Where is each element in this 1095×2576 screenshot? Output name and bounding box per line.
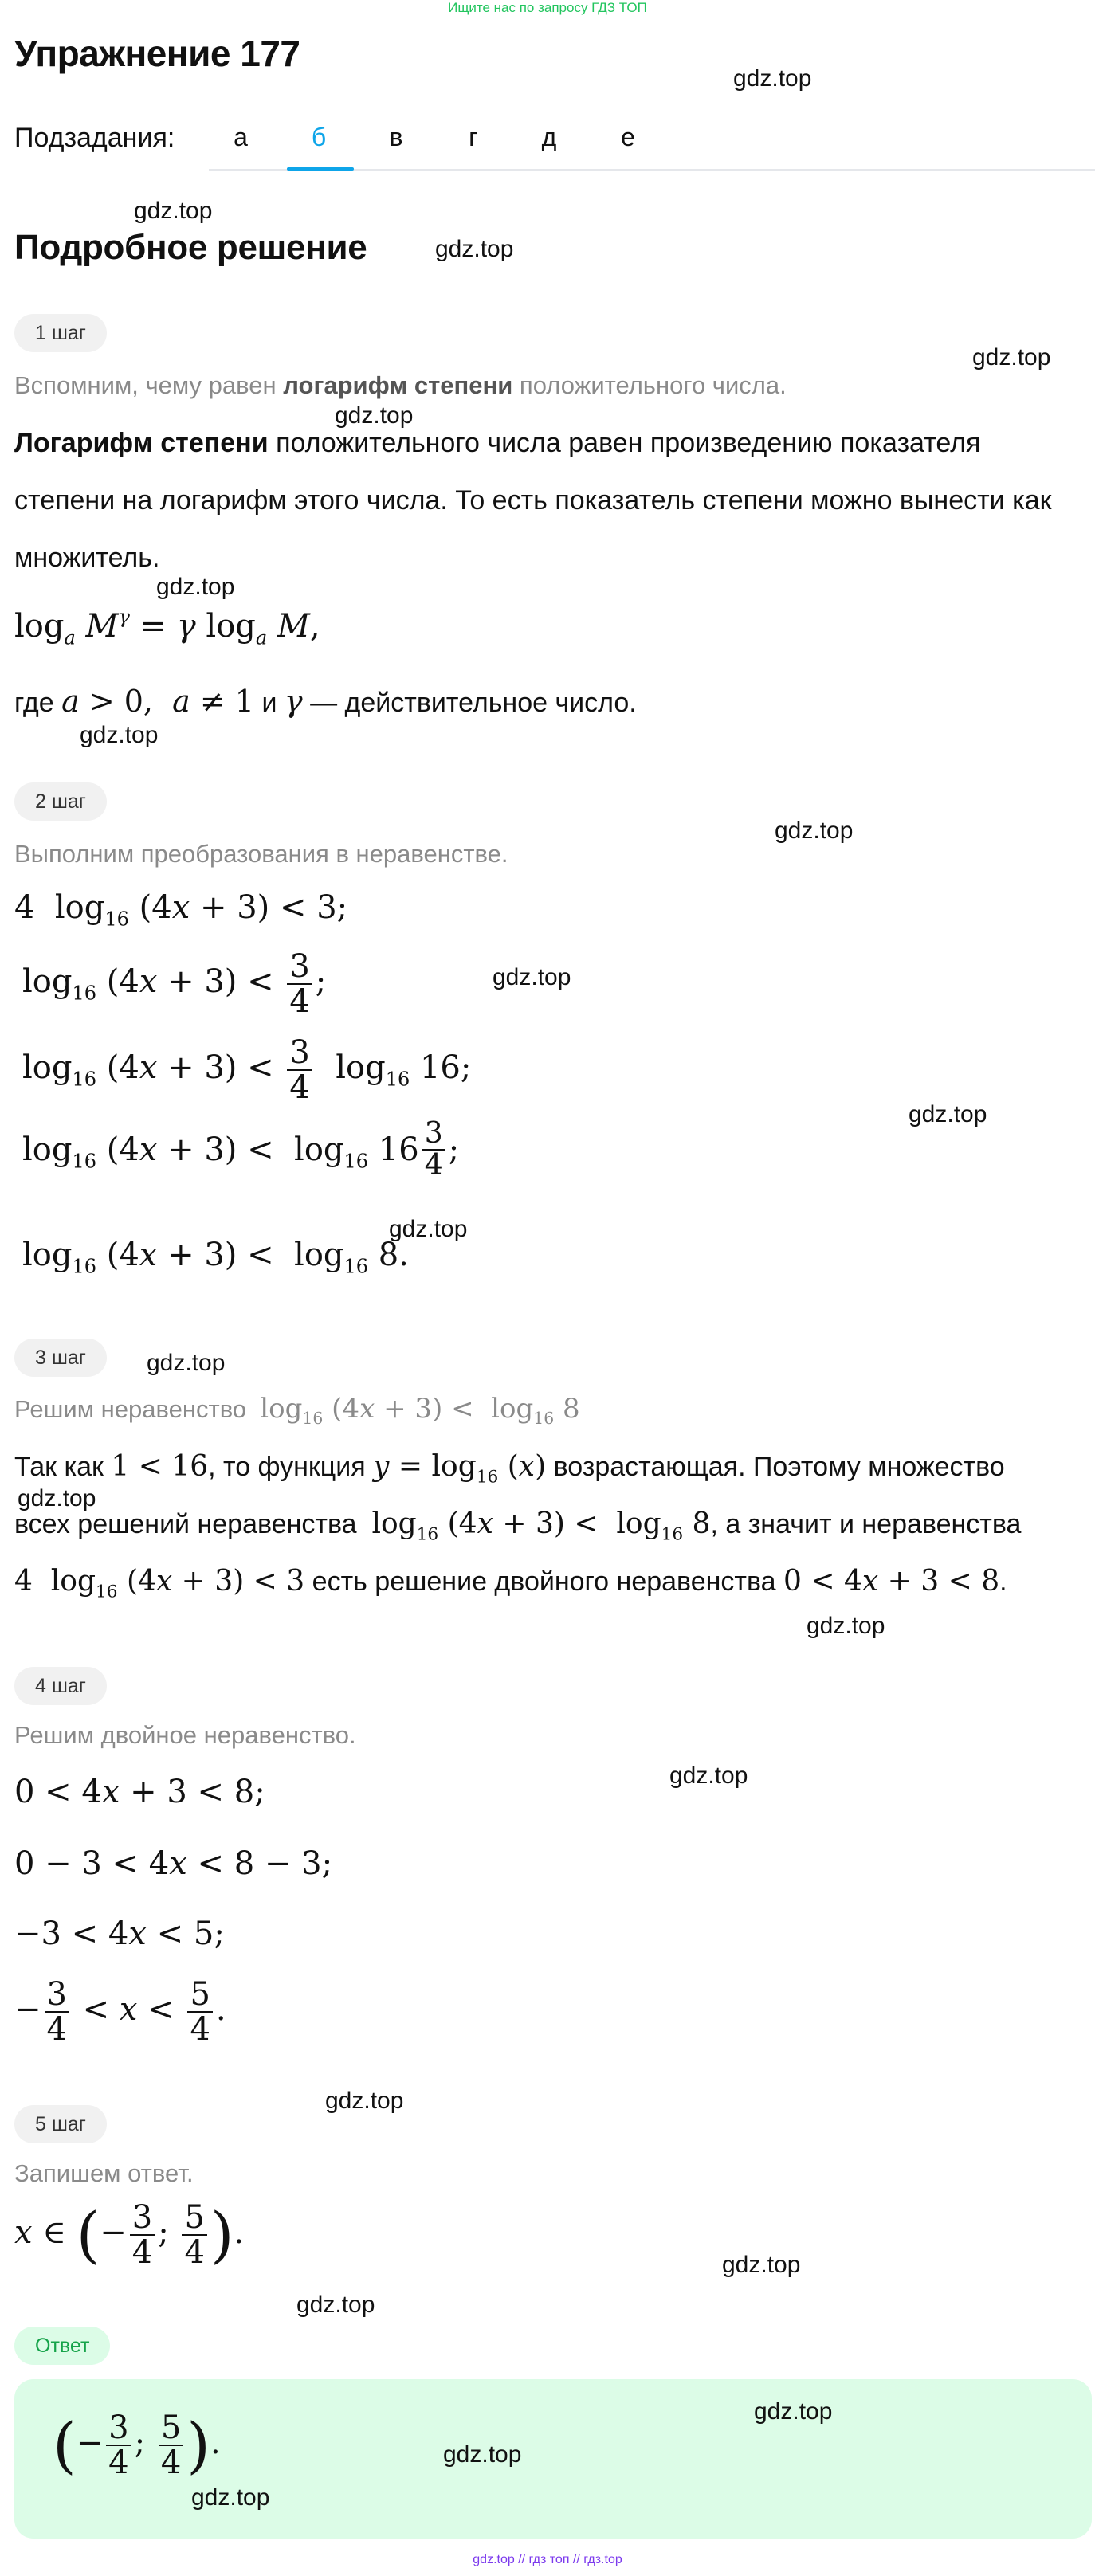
step-2-line-3: $\log_{16} (4x + 3)$ < $\frac{3}{4}$ $\log_{16} 16$; bbox=[22, 1034, 472, 1106]
tab-g[interactable]: г bbox=[469, 123, 478, 151]
tab-a[interactable]: а bbox=[234, 123, 248, 151]
watermark: gdz.top bbox=[335, 402, 414, 429]
watermark: gdz.top bbox=[134, 198, 213, 224]
step-3-text-line-3: 4 $\log_{16} (4x + 3) < 3$ есть решение двойного неравенства 0 < 4x + 3 < 8. bbox=[14, 1565, 1007, 1602]
active-tab-indicator bbox=[287, 167, 354, 171]
watermark: gdz.top bbox=[972, 344, 1051, 371]
watermark: gdz.top bbox=[443, 2441, 522, 2468]
tab-b[interactable]: б bbox=[311, 123, 327, 151]
step-4-line-4: − $\frac{3}{4}$ < x < $\frac{5}{4}$ . bbox=[14, 1976, 226, 2048]
step-2-line-1: 4 $\log_{16} (4x + 3) < 3$; bbox=[14, 889, 348, 931]
step-3-text-line-2: всех решений неравенства $\log_{16} (4x + 3) < \log_{16} 8$, а значит и неравенства bbox=[14, 1508, 1022, 1545]
step-3-text-line-1: Так как 1 < 16, то функция $y = \log_{16} (x)$ возрастающая. Поэтому множество bbox=[14, 1450, 1005, 1488]
step-1-rule: Логарифм степени положительного числа равен произведению показателя степени на логарифм этого числа. То есть показатель степени можно вынести как множитель. bbox=[14, 428, 1052, 573]
watermark: gdz.top bbox=[325, 2088, 404, 2114]
answer-value: (− $\frac{3}{4}$ ; $\frac{5}{4}$ ). bbox=[53, 2409, 221, 2481]
tab-e[interactable]: е bbox=[621, 123, 635, 151]
step-2-intro: Выполним преобразования в неравенстве. bbox=[14, 840, 508, 868]
tab-d[interactable]: д bbox=[541, 123, 557, 151]
watermark: gdz.top bbox=[807, 1613, 885, 1639]
watermark: gdz.top bbox=[733, 65, 812, 92]
tab-v[interactable]: в bbox=[389, 123, 403, 151]
page-title: Упражнение 177 bbox=[14, 33, 300, 74]
step-1-badge: 1 шаг bbox=[14, 314, 107, 352]
watermark: gdz.top bbox=[775, 817, 854, 844]
watermark: gdz.top bbox=[191, 2484, 270, 2511]
watermark: gdz.top bbox=[80, 722, 159, 748]
subtask-tabs bbox=[209, 110, 1095, 171]
subtasks-label: Подзадания: bbox=[14, 123, 175, 153]
footer-links[interactable]: gdz.top // гдз топ // гдз.top bbox=[473, 2553, 622, 2566]
watermark: gdz.top bbox=[147, 1350, 226, 1376]
step-4-line-1: 0 < 4x + 3 < 8; bbox=[14, 1774, 265, 1810]
watermark: gdz.top bbox=[493, 964, 571, 990]
step-2-line-5: $\log_{16} (4x + 3) < \log_{16} 8$. bbox=[22, 1237, 409, 1278]
watermark: gdz.top bbox=[389, 1216, 468, 1242]
watermark: gdz.top bbox=[754, 2398, 833, 2425]
watermark: gdz.top bbox=[909, 1101, 987, 1127]
watermark: gdz.top bbox=[669, 1762, 748, 1789]
watermark: gdz.top bbox=[296, 2292, 375, 2318]
step-2-badge: 2 шаг bbox=[14, 782, 107, 821]
step-4-line-3: −3 < 4x < 5; bbox=[14, 1915, 225, 1952]
step-5-line: x ∈ (− $\frac{3}{4}$ ; $\frac{5}{4}$ ). bbox=[14, 2199, 245, 2271]
watermark: gdz.top bbox=[18, 1485, 96, 1511]
watermark: gdz.top bbox=[722, 2252, 801, 2278]
step-4-line-2: 0 − 3 < 4x < 8 − 3; bbox=[14, 1845, 333, 1882]
step-5-intro: Запишем ответ. bbox=[14, 2159, 194, 2187]
step-4-badge: 4 шаг bbox=[14, 1667, 107, 1705]
answer-badge: Ответ bbox=[14, 2327, 110, 2365]
step-1-formula: $\log_a M^\gamma = \gamma$ $\log_a M$, bbox=[14, 606, 320, 649]
step-3-intro: Решим неравенство $\log_{16} (4x + 3) < \log_{16} 8$ bbox=[14, 1393, 580, 1429]
step-2-line-2: $\log_{16} (4x + 3)$ < $\frac{3}{4}$ ; bbox=[22, 948, 327, 1020]
step-5-badge: 5 шаг bbox=[14, 2105, 107, 2143]
step-2-line-4: $\log_{16} (4x + 3) < \log_{16} 16$ $\frac{3}{4}$ ; bbox=[22, 1117, 460, 1182]
solution-heading: Подробное решение bbox=[14, 228, 367, 267]
step-3-badge: 3 шаг bbox=[14, 1339, 107, 1377]
step-4-intro: Решим двойное неравенство. bbox=[14, 1721, 356, 1749]
step-1-intro: Вспомним, чему равен логарифм степени положительного числа. bbox=[14, 371, 787, 399]
watermark: gdz.top bbox=[156, 574, 235, 600]
watermark: gdz.top bbox=[435, 236, 514, 262]
step-1-where: где a > 0, a ≠ 1 и γ — действительное число. bbox=[14, 684, 637, 719]
top-banner: Ищите нас по запросу ГДЗ ТОП bbox=[448, 0, 647, 15]
